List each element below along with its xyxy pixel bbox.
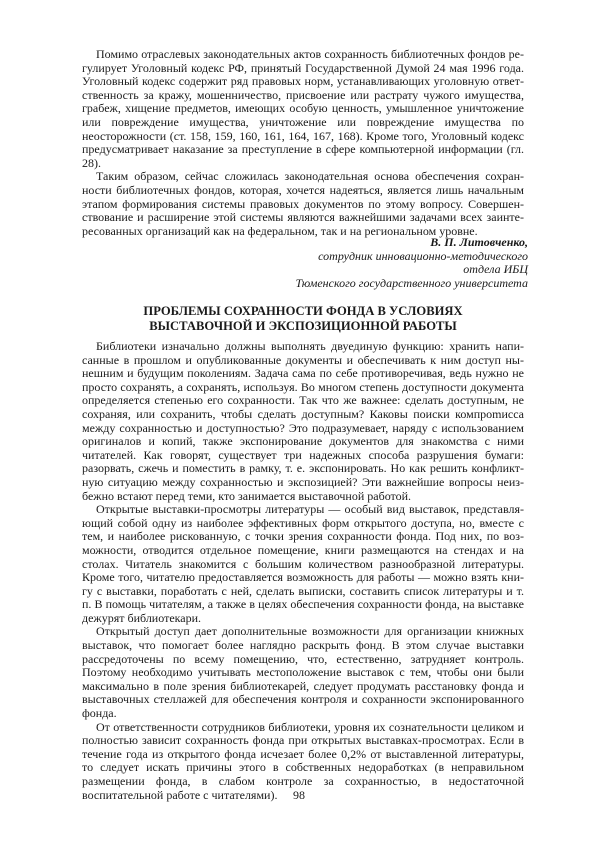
- intro-section: [82, 48, 524, 238]
- paragraph: Библиотеки изначально должны выполнять двуединую функцию: хранить написанные в прошлом и опубликованные документы и обеспечивать к ним доступ нынешним и будущим поколениям. Задача сама по себе противоречивая, ведь нужно не просто сохранять, а сохранять, используя. Во многом степень доступности документа определяется степенью его сохранности. Так что же важнее: сделать доступным, не сохраняя, или сохранить, чтобы сделать доступным? Каковы поиски компроmисса между сохранностью и доступностью? Это подразумевает, наряду с использованием оригиналов и копий, также экспонирование документов для знакомства с ними читателей. Как говорят, существует три надежных способа разрушения бумаги: разорвать, сжечь и поместить в рамку, т. е. экспонировать. Но как решить конфликтную ситуацию между сохранностью и экспозицией? Эти важнейшие вопросы неизбежно встают перед теми, кто занимается выставочной работой.: [82, 339, 524, 503]
- paragraph: Таким образом, сейчас сложилась законодательная основа обеспечения сохранности библиотечных фондов, которая, хочется надеяться, является лишь начальным этапом формирования системы правовых документов по этому вопросу. Совершенствование и расширение этой системы являются важнейшими задачами всех заинтересованных организаций как на федеральном, так и на региональном уровне.: [82, 169, 524, 238]
- author-name: В. П. Литовченко,: [430, 235, 528, 249]
- paragraph: От ответственности сотрудников библиотеки, уровня их сознательности целиком и полностью зависит сохранность фонда при открытых выставках-просмотрах. Если в течение года из открытого фонда исчезает более 0,2% от выставленной литературы, то следует искать причины этого в собственных недоработках (в неправильном размещении фонда, в слабом контроле за сохранностью, в недостаточной воспитательной работе с читателями).: [82, 719, 524, 802]
- author-position: сотрудник инновационно-методического: [318, 248, 528, 263]
- article-body: [82, 340, 524, 802]
- author-university: Тюменского государственного университета: [295, 275, 528, 290]
- article-title-line: ВЫСТАВОЧНОЙ И ЭКСПОЗИЦИОННОЙ РАБОТЫ: [149, 319, 457, 333]
- article-title: [82, 304, 524, 334]
- paragraph: Открытые выставки-просмотры литературы — особый вид выставок, представляющий собой одну из наиболее эффективных форм открытого доступа, но, вместе с тем, и наиболее рискованную, с точки зрения сохранности фонда. Под них, по возможности, отводится отдельное помещение, книги размещаются на стендах и на столах. Читатель знакомится с большим количеством разнообразной литературы. Кроме того, читателю предоставляется возможность для работы — можно взять книгу с выставки, поработать с ней, сделать выписки, составить список литературы и т. п. В помощь читателям, а также в целях обеспечения сохранности фонда, на выставке дежурят библиотекари.: [82, 502, 524, 625]
- article-title-line: ПРОБЛЕМЫ СОХРАННОСТИ ФОНДА В УСЛОВИЯХ: [143, 304, 463, 318]
- page-number: 98: [293, 788, 305, 802]
- paragraph: Помимо отраслевых законодательных актов сохранность библиотечных фондов регулирует Уголовный кодекс РФ, принятый Государственной Думой 24 мая 1996 года. Уголовный кодекс содержит ряд правовых норм, устанавливающих уголовную ответственность за кражу, мошенничество, присвоение или растрату чужого имущества, грабеж, хищение предметов, имеющих особую ценность, умышленное уничтожение или повреждение имущества, уничтожение или повреждение имущества по неосторожности (ст. 158, 159, 160, 161, 164, 167, 168). Кроме того, Уголовный кодекс предусматривает наказание за преступление в сфере компьютерной информации (гл. 28).: [82, 47, 524, 170]
- author-department: отдела ИБЦ: [463, 262, 528, 277]
- paragraph: Открытый доступ дает дополнительные возможности для организации книжных выставок, что помогает более наглядно раскрыть фонд. В этом случае выставки рассредоточены по всему помещению, что, естественно, затрудняет контроль. Поэтому необходимо учитывать местоположение выставок с тем, чтобы они были максимально в поле зрения библиотекарей, следует продумать расстановку фонда и выставочных стеллажей для обеспечения контроля и сохранности экспонированного фонда.: [82, 624, 524, 721]
- author-signature: [295, 236, 528, 290]
